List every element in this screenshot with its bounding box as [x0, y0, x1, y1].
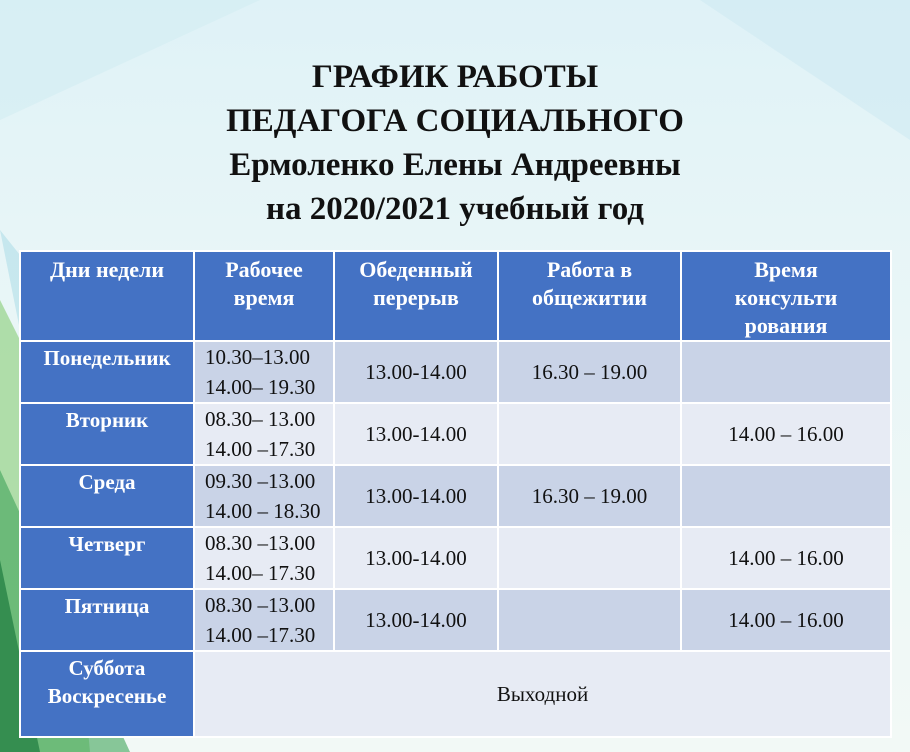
day-cell: Четверг [20, 527, 194, 589]
table-row [20, 527, 891, 589]
consult-cell: 14.00 – 16.00 [681, 403, 891, 465]
page-title [0, 55, 910, 231]
dorm-cell: 16.30 – 19.00 [498, 341, 681, 403]
consult-cell [681, 341, 891, 403]
consult-cell [681, 465, 891, 527]
header-days: Дни недели [20, 251, 194, 341]
table-row [20, 465, 891, 527]
lunch-cell: 13.00-14.00 [334, 589, 498, 651]
dorm-cell [498, 589, 681, 651]
work-time-cell: 08.30 –13.00 14.00 –17.30 [194, 589, 334, 651]
lunch-cell: 13.00-14.00 [334, 465, 498, 527]
day-cell: Суббота Воскресенье [20, 651, 194, 737]
day-cell: Среда [20, 465, 194, 527]
day-cell: Пятница [20, 589, 194, 651]
table-row [20, 403, 891, 465]
weekend-row [20, 651, 891, 737]
dorm-cell [498, 403, 681, 465]
title-line-2: ПЕДАГОГА СОЦИАЛЬНОГО [226, 103, 684, 139]
lunch-cell: 13.00-14.00 [334, 341, 498, 403]
title-line-4: на 2020/2021 учебный год [266, 191, 644, 227]
header-consult: Время консульти рования [681, 251, 891, 341]
work-time-cell: 10.30–13.00 14.00– 19.30 [194, 341, 334, 403]
header-work-time: Рабочее время [194, 251, 334, 341]
table-row [20, 341, 891, 403]
consult-cell: 14.00 – 16.00 [681, 527, 891, 589]
title-line-1: ГРАФИК РАБОТЫ [311, 59, 599, 95]
work-time-cell: 09.30 –13.00 14.00 – 18.30 [194, 465, 334, 527]
schedule-table [19, 250, 892, 738]
work-time-cell: 08.30 –13.00 14.00– 17.30 [194, 527, 334, 589]
table-row [20, 589, 891, 651]
dorm-cell [498, 527, 681, 589]
day-cell: Понедельник [20, 341, 194, 403]
header-dorm: Работа в общежитии [498, 251, 681, 341]
day-cell: Вторник [20, 403, 194, 465]
day-off-cell: Выходной [194, 651, 891, 737]
lunch-cell: 13.00-14.00 [334, 403, 498, 465]
title-line-3: Ермоленко Елены Андреевны [229, 147, 681, 183]
consult-cell: 14.00 – 16.00 [681, 589, 891, 651]
work-time-cell: 08.30– 13.00 14.00 –17.30 [194, 403, 334, 465]
header-row [20, 251, 891, 341]
lunch-cell: 13.00-14.00 [334, 527, 498, 589]
header-lunch: Обеденный перерыв [334, 251, 498, 341]
dorm-cell: 16.30 – 19.00 [498, 465, 681, 527]
